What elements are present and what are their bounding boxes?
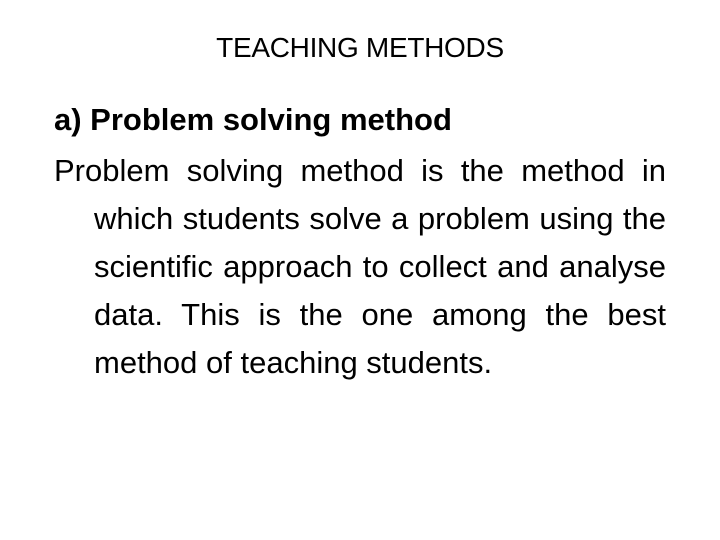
slide-content (54, 95, 666, 387)
slide-title: TEACHING METHODS (216, 32, 504, 63)
section-heading: a) Problem solving method (54, 102, 452, 137)
body-paragraph: Problem solving method is the method in which students solve a problem using the scientific approach to collect and analyse data. This is the one among the best method of teaching students. (54, 153, 666, 380)
